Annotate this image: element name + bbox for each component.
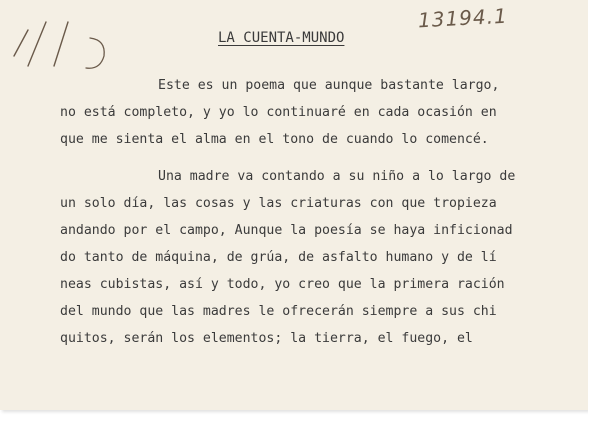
text-line: neas cubistas, así y todo, yo creo que la primera ración: [60, 277, 505, 292]
text-line: que me sienta el alma en el tono de cuando lo comencé.: [60, 132, 489, 147]
page-title: LA CUENTA-MUNDO: [218, 30, 345, 46]
text-line: no está completo, y yo lo continuaré en cada ocasión en: [60, 105, 497, 120]
text-line: un solo día, las cosas y las criaturas con que tropieza: [60, 196, 497, 211]
text-line: andando por el campo, Aunque la poesía se haya inficionad: [60, 223, 513, 238]
archive-number: 13194.1: [417, 3, 509, 33]
text-line: del mundo que las madres le ofrecerán siempre a sus chi: [60, 304, 497, 319]
text-line: do tanto de máquina, de grúa, de asfalto humano y de lí: [60, 250, 497, 265]
page-margin: [588, 0, 600, 421]
text-line: Una madre va contando a su niño a lo largo de: [158, 169, 516, 184]
pencil-mark-icon: [6, 8, 126, 78]
document-body: [60, 72, 580, 352]
text-line: quitos, serán los elementos; la tierra, el fuego, el: [60, 331, 473, 346]
text-line: Este es un poema que aunque bastante largo,: [158, 78, 500, 93]
